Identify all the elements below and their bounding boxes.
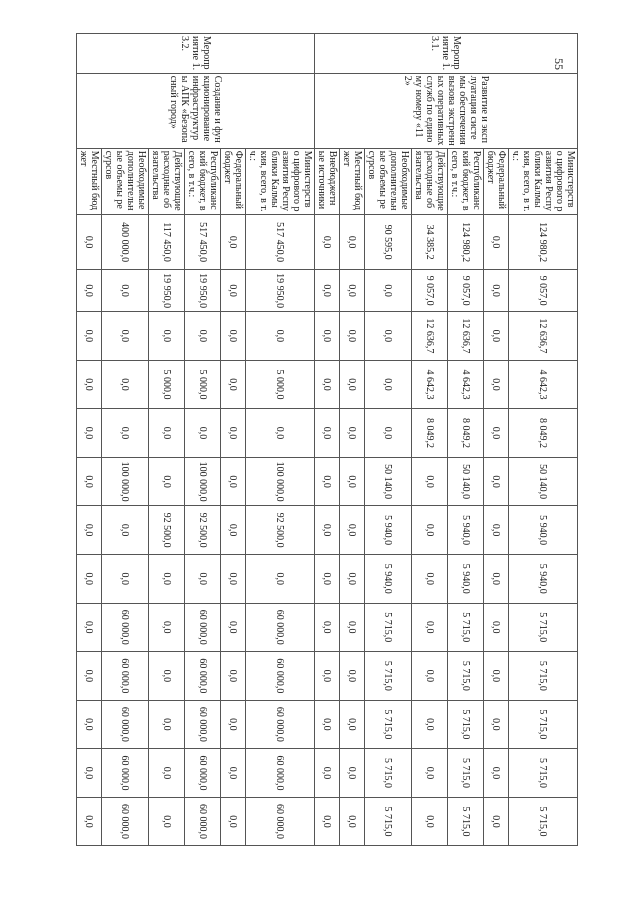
amount-cell: 0,0: [149, 312, 185, 361]
funding-source-label: Необходимые дополнительные объемы ресурсов: [102, 148, 149, 214]
amount-cell: 0,0: [365, 270, 412, 312]
amount-cell: 5 000,0: [246, 360, 315, 409]
amount-cell: 5 715,0: [509, 603, 578, 652]
funding-source-label: Местный бюджет: [77, 148, 102, 214]
amount-cell: 0,0: [185, 312, 221, 361]
amount-cell: 0,0: [340, 215, 365, 270]
amount-cell: 0,0: [77, 270, 102, 312]
amount-cell: 0,0: [412, 457, 448, 506]
amount-cell: 60 000,0: [102, 603, 149, 652]
amount-cell: 117 450,0: [149, 215, 185, 270]
amount-cell: 0,0: [484, 554, 509, 603]
amount-cell: 0,0: [484, 652, 509, 701]
amount-cell: 5 715,0: [509, 797, 578, 846]
amount-cell: 5 940,0: [448, 554, 484, 603]
rotated-budget-table: [76, 33, 578, 895]
amount-cell: 0,0: [340, 457, 365, 506]
amount-cell: 0,0: [77, 603, 102, 652]
amount-cell: 60 000,0: [185, 797, 221, 846]
amount-cell: 0,0: [77, 749, 102, 798]
amount-cell: 0,0: [340, 409, 365, 458]
amount-cell: 124 980,2: [509, 215, 578, 270]
measure-name: Развитие и эксплуатация системы обеспечения вызова экстренных оперативных служб по единому номеру «112»: [315, 73, 578, 148]
amount-cell: 9 057,0: [412, 270, 448, 312]
amount-cell: 19 950,0: [246, 270, 315, 312]
amount-cell: 0,0: [246, 409, 315, 458]
amount-cell: 0,0: [77, 409, 102, 458]
amount-cell: 92 500,0: [246, 506, 315, 555]
amount-cell: 0,0: [149, 749, 185, 798]
amount-cell: 0,0: [412, 797, 448, 846]
amount-cell: 0,0: [149, 409, 185, 458]
amount-cell: 0,0: [221, 797, 246, 846]
amount-cell: 0,0: [102, 554, 149, 603]
table-row: [484, 34, 509, 895]
amount-cell: 400 000,0: [102, 215, 149, 270]
funding-source-label: Действующие расходные обязательства: [149, 148, 185, 214]
funding-source-label: Федеральный бюджет: [221, 148, 246, 214]
amount-cell: 0,0: [315, 749, 340, 798]
amount-cell: 124 980,2: [448, 215, 484, 270]
amount-cell: 0,0: [77, 312, 102, 361]
amount-cell: 5 000,0: [149, 360, 185, 409]
amount-cell: 0,0: [412, 700, 448, 749]
amount-cell: 0,0: [149, 700, 185, 749]
amount-cell: 0,0: [315, 409, 340, 458]
amount-cell: 5 715,0: [365, 603, 412, 652]
amount-cell: 12 636,7: [448, 312, 484, 361]
amount-cell: 60 000,0: [246, 603, 315, 652]
amount-cell: 0,0: [315, 457, 340, 506]
funding-source-label: Местный бюджет: [340, 148, 365, 214]
amount-cell: 0,0: [185, 409, 221, 458]
amount-cell: 5 715,0: [448, 749, 484, 798]
amount-cell: 92 500,0: [185, 506, 221, 555]
amount-cell: 0,0: [102, 270, 149, 312]
amount-cell: 0,0: [77, 360, 102, 409]
amount-cell: 0,0: [484, 215, 509, 270]
amount-cell: 5 940,0: [448, 506, 484, 555]
funding-source-label: Министерство цифрового развития Республики Калмыкия, всего, в т.ч.:: [246, 148, 315, 214]
amount-cell: 0,0: [340, 797, 365, 846]
amount-cell: 0,0: [340, 749, 365, 798]
amount-cell: 0,0: [77, 652, 102, 701]
amount-cell: 0,0: [484, 457, 509, 506]
amount-cell: 5 715,0: [448, 652, 484, 701]
amount-cell: 60 000,0: [246, 749, 315, 798]
amount-cell: 60 000,0: [185, 603, 221, 652]
amount-cell: 5 715,0: [365, 797, 412, 846]
amount-cell: 0,0: [221, 603, 246, 652]
table-row: [246, 34, 315, 895]
amount-cell: 0,0: [340, 360, 365, 409]
amount-cell: 0,0: [484, 312, 509, 361]
amount-cell: 0,0: [221, 652, 246, 701]
funding-source-label: Республиканский бюджет, всего, в т.ч.:: [448, 148, 484, 214]
amount-cell: 0,0: [484, 700, 509, 749]
budget-table: [76, 33, 578, 895]
amount-cell: 34 385,2: [412, 215, 448, 270]
amount-cell: 0,0: [221, 554, 246, 603]
amount-cell: 5 715,0: [365, 700, 412, 749]
amount-cell: 0,0: [102, 506, 149, 555]
amount-cell: 0,0: [484, 797, 509, 846]
amount-cell: 0,0: [340, 700, 365, 749]
amount-cell: 0,0: [484, 270, 509, 312]
amount-cell: 0,0: [77, 506, 102, 555]
amount-cell: 0,0: [246, 554, 315, 603]
amount-cell: 60 000,0: [102, 700, 149, 749]
amount-cell: 12 636,7: [509, 312, 578, 361]
amount-cell: 60 000,0: [102, 797, 149, 846]
amount-cell: 0,0: [340, 554, 365, 603]
amount-cell: 0,0: [77, 457, 102, 506]
amount-cell: 0,0: [77, 554, 102, 603]
funding-source-label: Действующие расходные обязательства: [412, 148, 448, 214]
amount-cell: 0,0: [221, 506, 246, 555]
amount-cell: 0,0: [315, 700, 340, 749]
table-row: [340, 34, 365, 895]
funding-source-label: Необходимые дополнительные объемы ресурсов: [365, 148, 412, 214]
amount-cell: 0,0: [340, 312, 365, 361]
amount-cell: 0,0: [340, 652, 365, 701]
amount-cell: 0,0: [315, 797, 340, 846]
amount-cell: 0,0: [315, 554, 340, 603]
amount-cell: 0,0: [315, 603, 340, 652]
measure-name: Создание и функционирование инфраструктуры АПК «Безопасный город»: [77, 73, 315, 148]
amount-cell: 50 140,0: [365, 457, 412, 506]
amount-cell: 0,0: [315, 270, 340, 312]
amount-cell: 0,0: [77, 215, 102, 270]
amount-cell: 5 715,0: [509, 749, 578, 798]
amount-cell: 0,0: [221, 312, 246, 361]
amount-cell: 0,0: [340, 603, 365, 652]
amount-cell: 8 049,2: [412, 409, 448, 458]
page-number: 55: [552, 58, 566, 70]
amount-cell: 0,0: [365, 312, 412, 361]
amount-cell: 8 049,2: [448, 409, 484, 458]
amount-cell: 0,0: [412, 554, 448, 603]
amount-cell: 4 642,3: [412, 360, 448, 409]
amount-cell: 0,0: [102, 409, 149, 458]
amount-cell: 9 057,0: [448, 270, 484, 312]
amount-cell: 0,0: [221, 215, 246, 270]
amount-cell: 4 642,3: [509, 360, 578, 409]
table-row: [102, 34, 149, 895]
amount-cell: 60 000,0: [185, 749, 221, 798]
amount-cell: 0,0: [484, 360, 509, 409]
table-row: [365, 34, 412, 895]
amount-cell: 0,0: [221, 360, 246, 409]
amount-cell: 517 450,0: [246, 215, 315, 270]
amount-cell: 5 715,0: [365, 749, 412, 798]
amount-cell: 60 000,0: [246, 700, 315, 749]
amount-cell: 0,0: [340, 270, 365, 312]
funding-source-label: Внебюджетные источники: [315, 148, 340, 214]
funding-source-label: Федеральный бюджет: [484, 148, 509, 214]
amount-cell: 5 940,0: [509, 506, 578, 555]
amount-cell: 0,0: [77, 700, 102, 749]
amount-cell: 0,0: [221, 700, 246, 749]
amount-cell: 0,0: [484, 506, 509, 555]
amount-cell: 5 715,0: [365, 652, 412, 701]
table-row: [185, 34, 221, 895]
amount-cell: 5 715,0: [448, 700, 484, 749]
amount-cell: 0,0: [102, 312, 149, 361]
amount-cell: 0,0: [221, 409, 246, 458]
amount-cell: 0,0: [221, 457, 246, 506]
amount-cell: 0,0: [149, 652, 185, 701]
amount-cell: 19 950,0: [185, 270, 221, 312]
amount-cell: 0,0: [365, 409, 412, 458]
amount-cell: 50 140,0: [509, 457, 578, 506]
amount-cell: 5 715,0: [509, 652, 578, 701]
amount-cell: 5 715,0: [448, 603, 484, 652]
amount-cell: 5 715,0: [448, 797, 484, 846]
amount-cell: 0,0: [315, 215, 340, 270]
amount-cell: 0,0: [77, 797, 102, 846]
table-row: [509, 34, 578, 895]
amount-cell: 92 500,0: [149, 506, 185, 555]
amount-cell: 5 000,0: [185, 360, 221, 409]
amount-cell: 5 940,0: [365, 506, 412, 555]
amount-cell: 0,0: [315, 652, 340, 701]
amount-cell: 0,0: [221, 270, 246, 312]
amount-cell: 50 140,0: [448, 457, 484, 506]
amount-cell: 5 940,0: [509, 554, 578, 603]
amount-cell: 0,0: [102, 360, 149, 409]
amount-cell: 60 000,0: [246, 652, 315, 701]
amount-cell: 0,0: [149, 797, 185, 846]
amount-cell: 517 450,0: [185, 215, 221, 270]
amount-cell: 4 642,3: [448, 360, 484, 409]
amount-cell: 12 636,7: [412, 312, 448, 361]
amount-cell: 0,0: [484, 749, 509, 798]
amount-cell: 0,0: [365, 360, 412, 409]
amount-cell: 60 000,0: [102, 749, 149, 798]
amount-cell: 0,0: [412, 749, 448, 798]
amount-cell: 5 940,0: [365, 554, 412, 603]
amount-cell: 0,0: [412, 506, 448, 555]
amount-cell: 60 000,0: [185, 652, 221, 701]
measure-id: Мероприятие 1.3.2.: [77, 34, 315, 74]
amount-cell: 0,0: [221, 749, 246, 798]
amount-cell: 60 000,0: [185, 700, 221, 749]
measure-id: Мероприятие 1.3.1.: [315, 34, 578, 74]
amount-cell: 0,0: [484, 603, 509, 652]
amount-cell: 60 000,0: [102, 652, 149, 701]
amount-cell: 60 000,0: [246, 797, 315, 846]
amount-cell: 0,0: [149, 457, 185, 506]
amount-cell: 19 950,0: [149, 270, 185, 312]
amount-cell: 8 049,2: [509, 409, 578, 458]
table-row: [448, 34, 484, 895]
amount-cell: 0,0: [149, 554, 185, 603]
amount-cell: 0,0: [185, 554, 221, 603]
amount-cell: 0,0: [149, 603, 185, 652]
amount-cell: 0,0: [412, 652, 448, 701]
table-row: [221, 34, 246, 895]
table-row: [77, 34, 102, 895]
amount-cell: 100 000,0: [102, 457, 149, 506]
amount-cell: 0,0: [315, 312, 340, 361]
amount-cell: 9 057,0: [509, 270, 578, 312]
amount-cell: 100 000,0: [185, 457, 221, 506]
table-row: [412, 34, 448, 895]
amount-cell: 90 595,0: [365, 215, 412, 270]
amount-cell: 0,0: [340, 506, 365, 555]
funding-source-label: Республиканский бюджет, всего, в т.ч.:: [185, 148, 221, 214]
amount-cell: 5 715,0: [509, 700, 578, 749]
amount-cell: 0,0: [246, 312, 315, 361]
amount-cell: 100 000,0: [246, 457, 315, 506]
funding-source-label: Министерство цифрового развития Республики Калмыкия, всего, в т.ч.:: [509, 148, 578, 214]
amount-cell: 0,0: [484, 409, 509, 458]
table-row: [315, 34, 340, 895]
amount-cell: 0,0: [412, 603, 448, 652]
amount-cell: 0,0: [315, 506, 340, 555]
table-row: [149, 34, 185, 895]
amount-cell: 0,0: [315, 360, 340, 409]
